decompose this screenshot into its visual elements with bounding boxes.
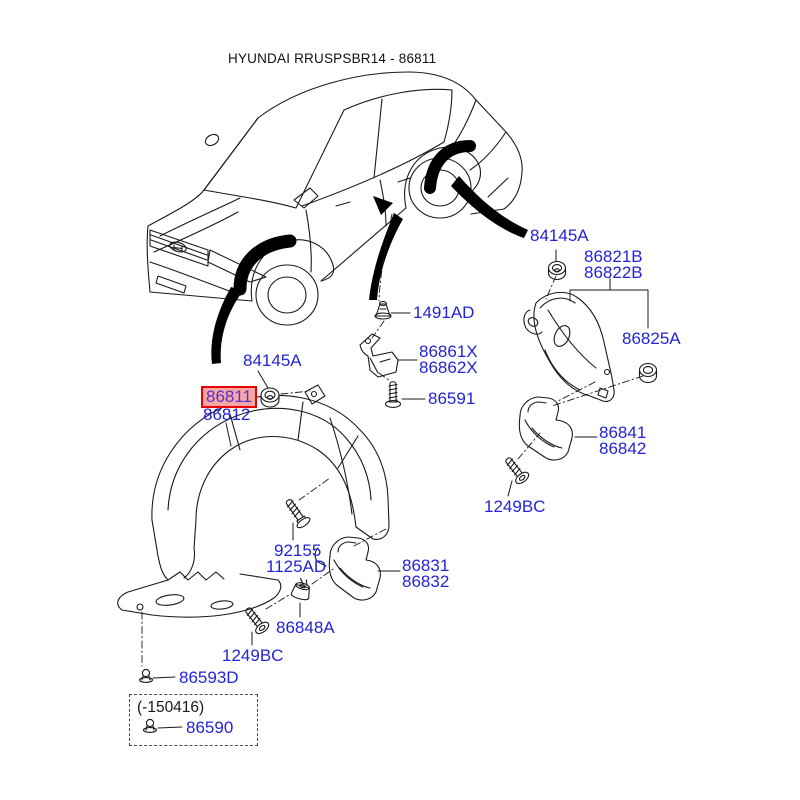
pointer-arrow-front bbox=[211, 287, 243, 364]
front-wheel-guard-drawing bbox=[118, 385, 389, 617]
part-label-1249bc-front[interactable]: 1249BC bbox=[222, 646, 284, 665]
rear-wheel-guard-drawing bbox=[524, 292, 614, 401]
pointer-arrow-rear bbox=[451, 176, 528, 238]
nut-icon-84145a-rear bbox=[549, 262, 566, 280]
part-label-86832[interactable]: 86832 bbox=[402, 572, 450, 591]
pointer-arrow-sill bbox=[369, 196, 403, 300]
assembly-dash-lines bbox=[142, 214, 643, 666]
part-label-86593d[interactable]: 86593D bbox=[179, 668, 239, 687]
mounting-bracket-drawing bbox=[360, 334, 398, 377]
clip-icon-86593d bbox=[140, 669, 153, 682]
bolt-icon-86591 bbox=[386, 382, 401, 408]
part-label-1491ad[interactable]: 1491AD bbox=[413, 303, 475, 322]
part-label-86831[interactable]: 86831 bbox=[402, 556, 450, 575]
part-label-86861x[interactable]: 86861X bbox=[419, 342, 478, 361]
part-label-86825a[interactable]: 86825A bbox=[622, 329, 681, 348]
part-label-86822b[interactable]: 86822B bbox=[584, 263, 643, 282]
part-label-84145a-rear[interactable]: 84145A bbox=[530, 226, 589, 245]
nut-icon-84145a-front bbox=[261, 388, 279, 407]
part-label-86842[interactable]: 86842 bbox=[599, 439, 647, 458]
part-label-86841[interactable]: 86841 bbox=[599, 423, 647, 442]
rear-mud-flap-drawing bbox=[519, 397, 572, 460]
part-label-86862x[interactable]: 86862X bbox=[419, 358, 478, 377]
page-title: HYUNDAI RRUSPSBR14 - 86811 bbox=[228, 51, 437, 66]
applicability-range-label: (-150416) bbox=[137, 699, 205, 716]
part-label-86812[interactable]: 86812 bbox=[203, 405, 251, 424]
nut-icon-86825a bbox=[640, 364, 657, 383]
part-label-86591[interactable]: 86591 bbox=[428, 389, 476, 408]
grommet-icon-86848a bbox=[290, 577, 313, 601]
part-label-86590[interactable]: 86590 bbox=[186, 718, 234, 737]
part-label-92155[interactable]: 92155 bbox=[274, 541, 322, 560]
part-label-84145a-front[interactable]: 84145A bbox=[243, 351, 302, 370]
part-label-1125ad[interactable]: 1125AD bbox=[266, 557, 327, 576]
part-label-1249bc-rear[interactable]: 1249BC bbox=[484, 497, 546, 516]
part-label-86848a[interactable]: 86848A bbox=[276, 618, 335, 637]
part-label-86811-highlighted[interactable]: 86811 bbox=[201, 386, 257, 408]
bolt-icon-92155 bbox=[282, 496, 312, 530]
part-label-86821b[interactable]: 86821B bbox=[584, 247, 643, 266]
bolt-icon-1249bc-rear bbox=[501, 454, 530, 486]
clip-icon-1491ad bbox=[375, 302, 391, 320]
